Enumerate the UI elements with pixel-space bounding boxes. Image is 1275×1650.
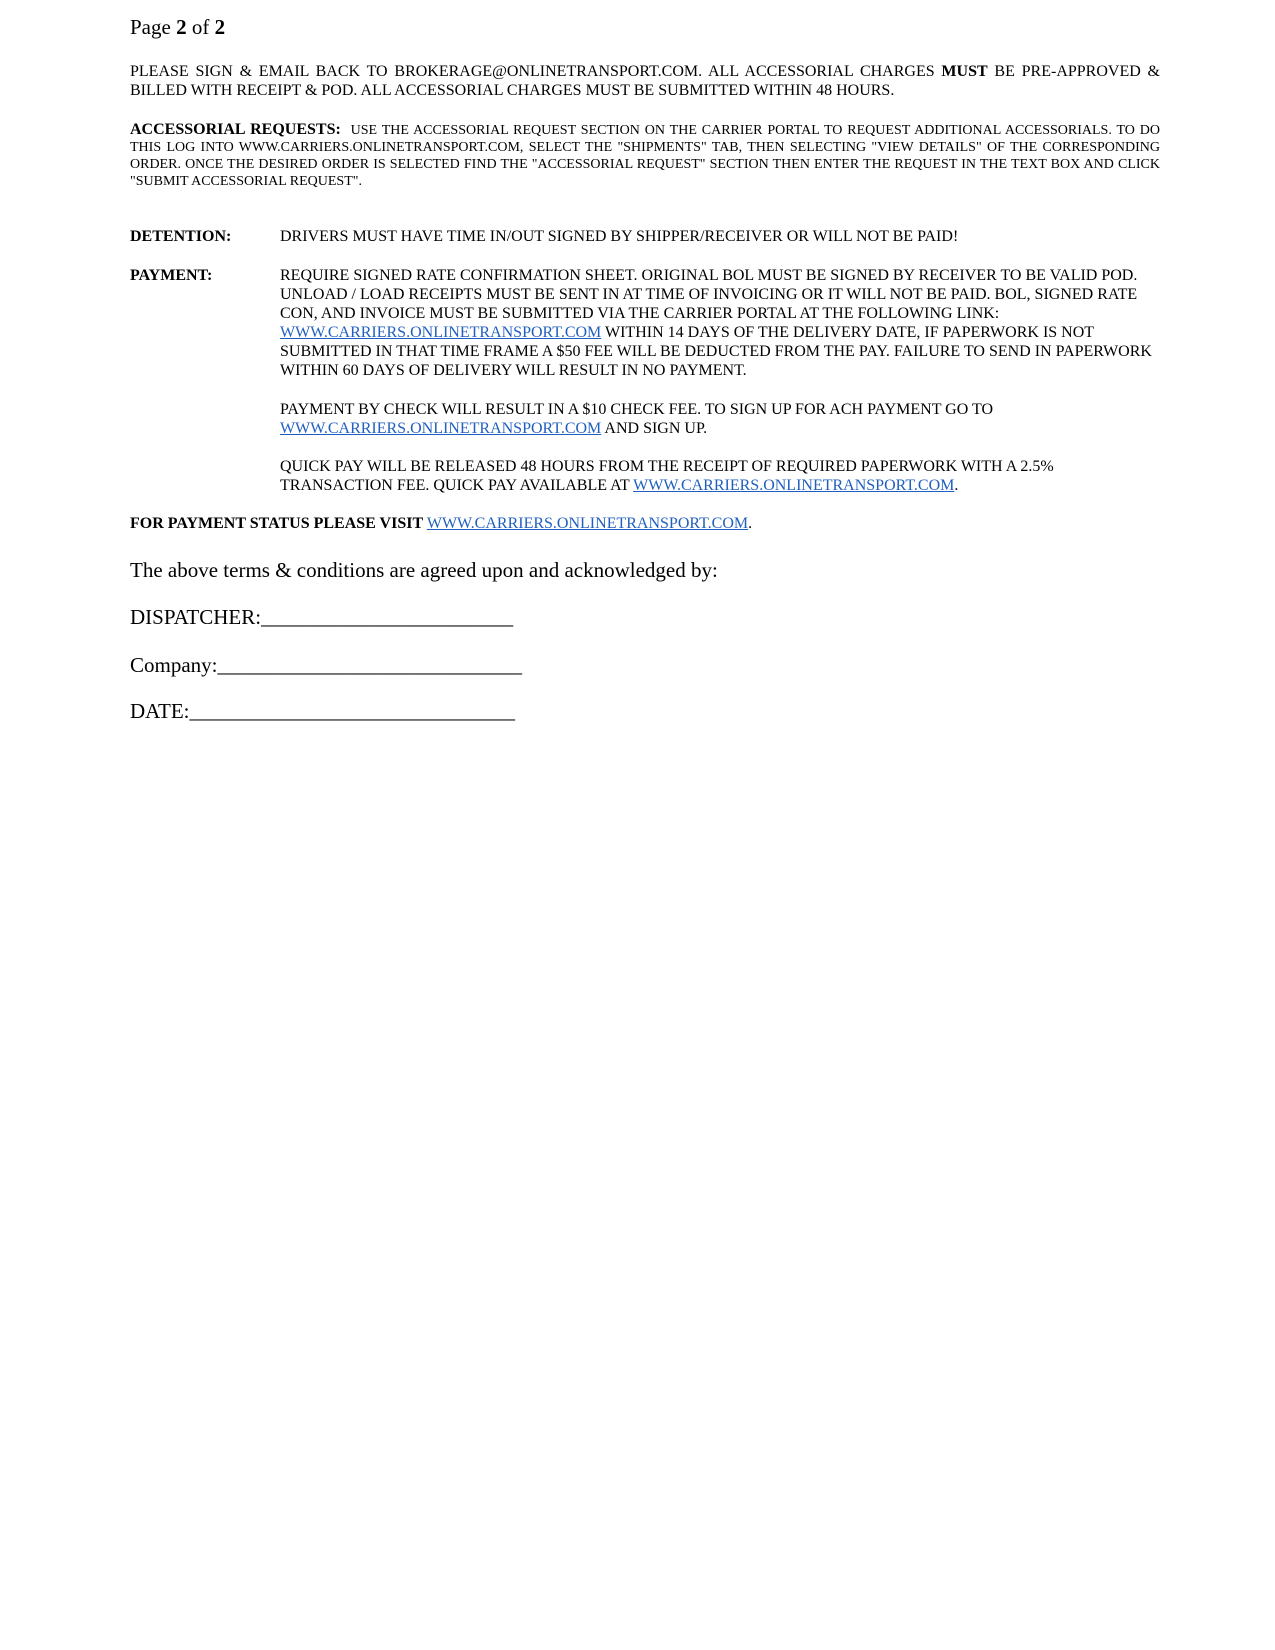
accessorial-requests-text: USE THE ACCESSORIAL REQUEST SECTION ON THE CARRIER PORTAL TO REQUEST ADDITIONAL ACCESSORIALS. TO DO THIS LOG INTO WWW.CARRIERS.ONLINETRANSPORT.COM, SELECT THE "SHIPMENTS" TAB, THEN SELECTING "VIEW DETAILS" OF THE CORRESPONDING ORDER. ONCE THE DESIRED ORDER IS SELECTED FIND THE "ACCESSORIAL REQUEST" SECTION THEN ENTER THE REQUEST IN THE TEXT BOX AND CLICK "SUBMIT ACCESSORIAL REQUEST". [130, 123, 1161, 189]
payment-paragraph-quickpay [280, 457, 1160, 495]
acknowledgement-text: The above terms & conditions are agreed upon and acknowledged by: [130, 558, 718, 582]
page-number-header [130, 14, 225, 40]
sign-notice-part1: PLEASE SIGN & EMAIL BACK TO BROKERAGE@ONLINETRANSPORT.COM. ALL ACCESSORIAL CHARGES [130, 63, 942, 80]
sign-notice-part2: BE PRE-APPROVED & BILLED WITH RECEIPT & POD. ALL ACCESSORIAL CHARGES MUST BE SUBMITTED WITHIN 48 HOURS. [130, 63, 1161, 99]
payment-status-link[interactable]: WWW.CARRIERS.ONLINETRANSPORT.COM [426, 515, 749, 532]
payment-label: PAYMENT: [130, 267, 213, 284]
payment-p2-before: PAYMENT BY CHECK WILL RESULT IN A $10 CHECK FEE. TO SIGN UP FOR ACH PAYMENT GO TO [280, 401, 994, 418]
detention-label: DETENTION: [130, 228, 232, 245]
payment-p3-after: . [954, 477, 959, 494]
payment-status-after: . [748, 515, 753, 532]
company-signature-line: Company:_____________________________ [130, 653, 522, 677]
quick-pay-link[interactable]: WWW.CARRIERS.ONLINETRANSPORT.COM [633, 477, 955, 494]
sign-notice-must: MUST [941, 63, 988, 80]
page-word: Page [130, 15, 171, 39]
payment-paragraph-check [280, 400, 1160, 438]
payment-p1-before: REQUIRE SIGNED RATE CONFIRMATION SHEET. ORIGINAL BOL MUST BE SIGNED BY RECEIVER TO BE VALID POD. UNLOAD / LOAD RECEIPTS MUST BE SENT IN AT TIME OF INVOICING OR IT WILL NOT BE PAID. BOL, SIGNED RATE CON, AND INVOICE MUST BE SUBMITTED VIA THE CARRIER PORTAL AT THE FOLLOWING LINK: [280, 267, 1138, 322]
payment-status-line [130, 514, 752, 533]
payment-paragraph-paperwork [280, 266, 1160, 380]
date-signature-line: DATE:_______________________________ [130, 699, 515, 723]
page-total: 2 [214, 15, 226, 39]
dispatcher-signature-line: DISPATCHER:________________________ [130, 605, 514, 629]
payment-status-label: FOR PAYMENT STATUS PLEASE VISIT [130, 515, 424, 532]
accessorial-requests-label: ACCESSORIAL REQUESTS: [130, 121, 341, 138]
payment-p1-after: WITHIN 14 DAYS OF THE DELIVERY DATE, IF PAPERWORK IS NOT SUBMITTED IN THAT TIME FRAME A $50 FEE WILL BE DEDUCTED FROM THE PAY. FAILURE TO SEND IN PAPERWORK WITHIN 60 DAYS OF DELIVERY WILL RESULT IN NO PAYMENT. [280, 324, 1152, 379]
sign-email-notice [130, 62, 1160, 100]
accessorial-requests-section [130, 121, 1160, 190]
payment-p2-after: AND SIGN UP. [601, 420, 708, 437]
page-current: 2 [176, 15, 187, 39]
page-of: of [191, 15, 210, 39]
detention-text: DRIVERS MUST HAVE TIME IN/OUT SIGNED BY SHIPPER/RECEIVER OR WILL NOT BE PAID! [280, 228, 959, 245]
ach-signup-link[interactable]: WWW.CARRIERS.ONLINETRANSPORT.COM [280, 420, 602, 437]
carrier-portal-link[interactable]: WWW.CARRIERS.ONLINETRANSPORT.COM [280, 324, 602, 341]
payment-p3-before: QUICK PAY WILL BE RELEASED 48 HOURS FROM THE RECEIPT OF REQUIRED PAPERWORK WITH A 2.5% TRANSACTION FEE. QUICK PAY AVAILABLE AT [280, 458, 1054, 494]
